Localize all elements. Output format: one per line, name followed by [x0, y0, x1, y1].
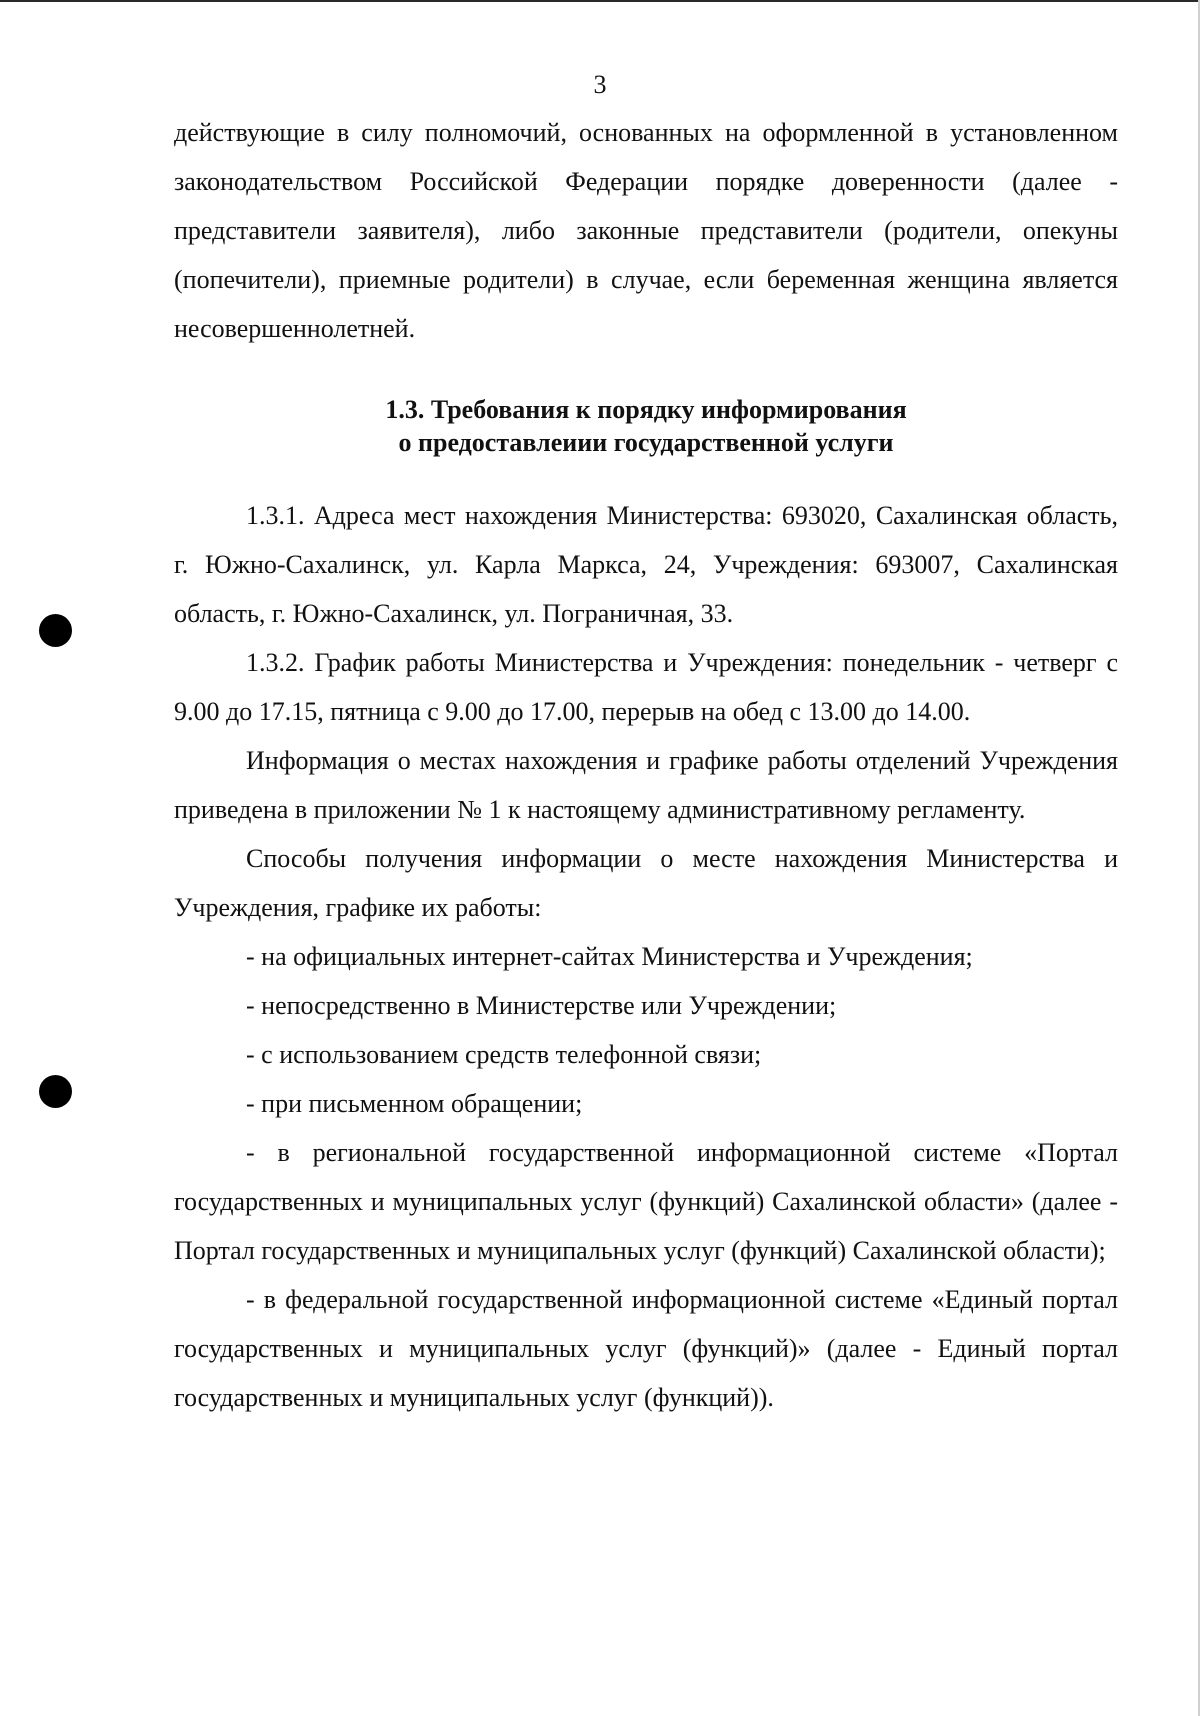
section-heading-line-2: о предоставлеиии государственной услуги	[398, 428, 894, 457]
paragraph-schedule: 1.3.2. График работы Министерства и Учреждения: понедельник - четверг с 9.00 до 17.15, пятница с 9.00 до 17.00, перерыв на обед с 13.00 до 14.00.	[174, 648, 1118, 726]
page-top-edge	[0, 0, 1200, 2]
paragraph-branches-info: Информация о местах нахождения и графике работы отделений Учреждения приведена в приложении № 1 к настоящему административному регламенту.	[174, 746, 1118, 824]
intro-paragraph: действующие в силу полномочий, основанных на оформленной в установленном законодательством Российской Федерации порядке доверенности (далее - представители заявителя), либо законные представители (родители, опекуны (попечители), приемные родители) в случае, если беременная женщина является несовершеннолетней.	[174, 118, 1118, 343]
list-item: - с использованием средств телефонной связи;	[246, 1040, 762, 1069]
punch-hole	[39, 614, 72, 647]
page-number: 3	[593, 70, 607, 99]
paragraph-info-methods: Способы получения информации о месте нахождения Министерства и Учреждения, графике их работы:	[174, 844, 1118, 922]
punch-hole	[39, 1075, 72, 1108]
section-heading	[174, 393, 1118, 459]
list-item: - в региональной государственной информационной системе «Портал государственных и муниципальных услуг (функций) Сахалинской области» (далее - Портал государственных и муниципальных услуг (функций) Сахалинской области);	[174, 1138, 1118, 1265]
section-heading-line-1: 1.3. Требования к порядку информирования	[385, 395, 907, 424]
paragraph-addresses: 1.3.1. Адреса мест нахождения Министерства: 693020, Сахалинская область, г. Южно-Сахалинск, ул. Карла Маркса, 24, Учреждения: 693007, Сахалинская область, г. Южно-Сахалинск, ул. Пограничная, 33.	[174, 501, 1118, 628]
list-item: - при письменном обращении;	[246, 1089, 583, 1118]
list-item: - в федеральной государственной информационной системе «Единый портал государственных и муниципальных услуг (функций)» (далее - Единый портал государственных и муниципальных услуг (функций)).	[174, 1285, 1118, 1412]
list-item: - на официальных интернет-сайтах Министерства и Учреждения;	[246, 942, 973, 971]
document-body	[174, 108, 1118, 1422]
list-item: - непосредственно в Министерстве или Учреждении;	[246, 991, 837, 1020]
